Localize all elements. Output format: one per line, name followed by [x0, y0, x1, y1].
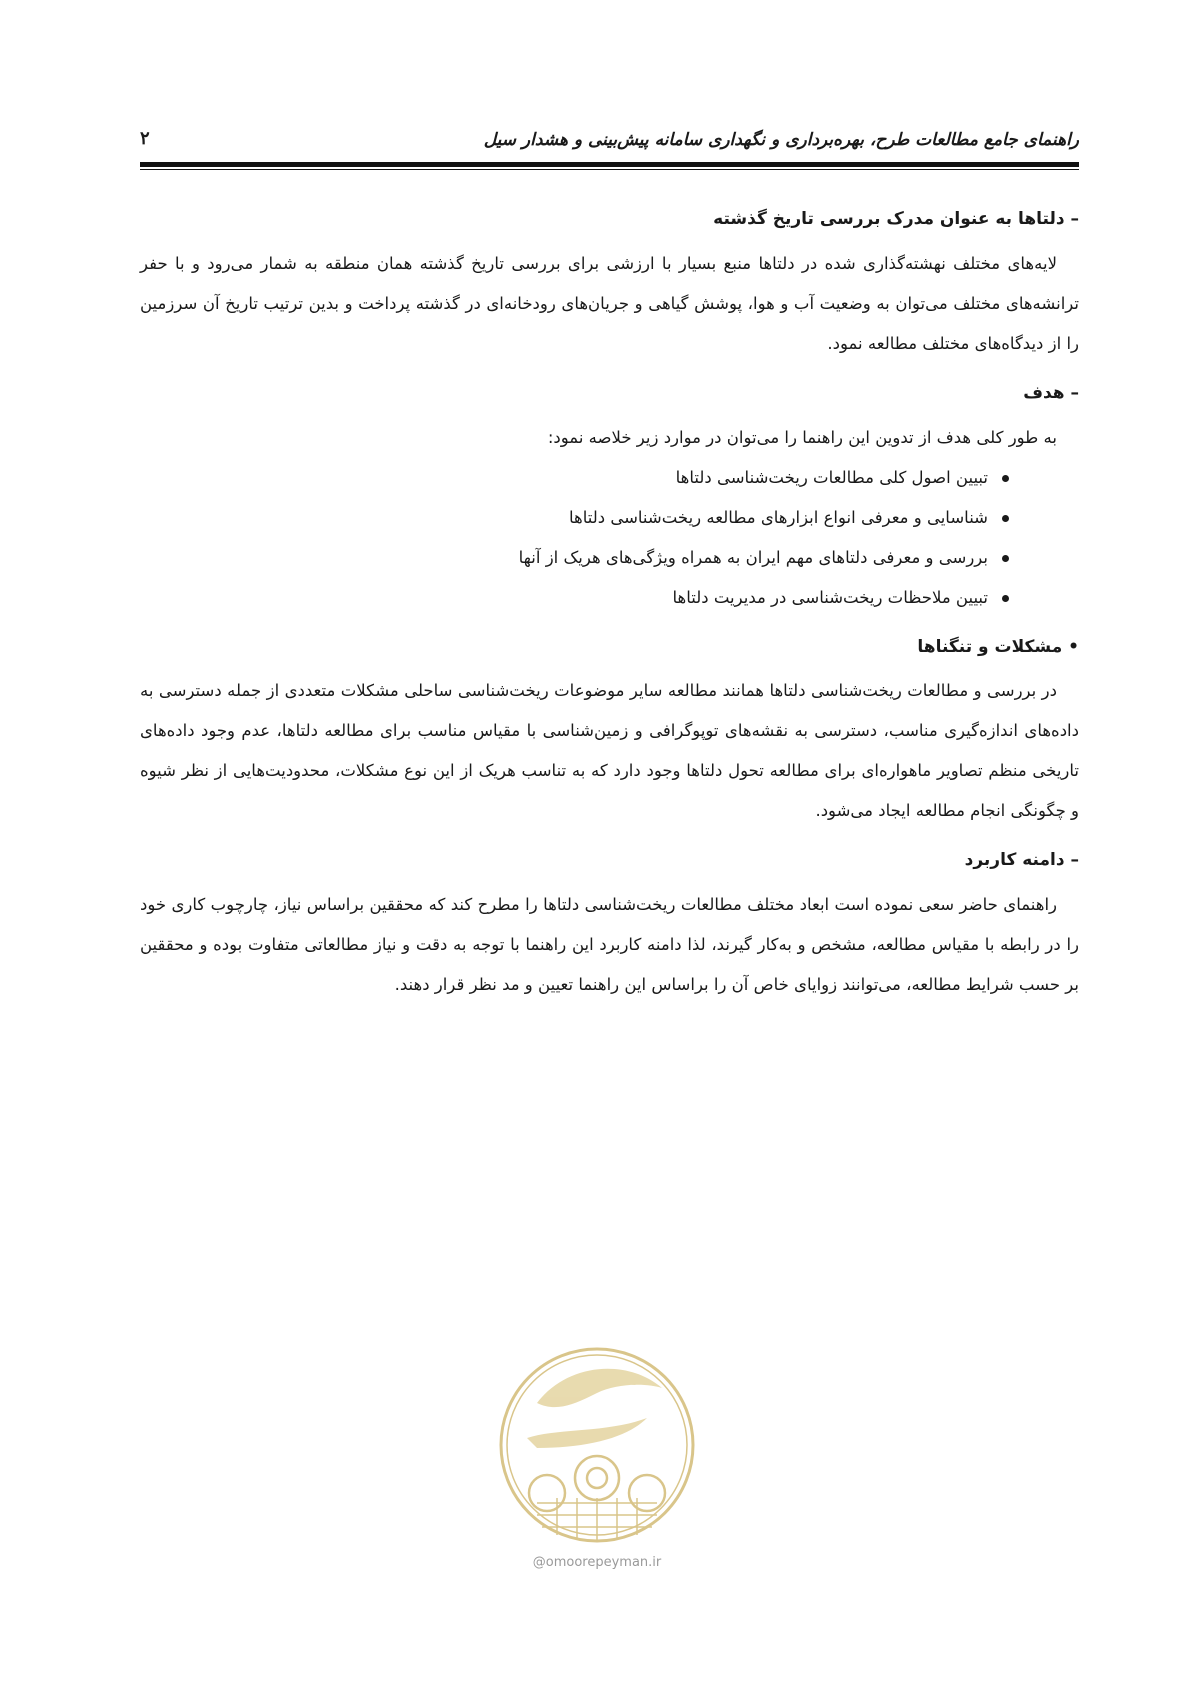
list-item-text: شناسایی و معرفی انواع ابزارهای مطالعه ریخت‌شناسی دلتاها — [568, 507, 988, 527]
section-text-deltas-history: لایه‌های مختلف نهشته‌گذاری شده در دلتاها منبع بسیار با ارزشی برای بررسی تاریخ گذشته همان منطقه به شمار می‌رود و با حفر ترانشه‌های مختلف می‌توان به وضعیت آب و هوا، پوشش گیاهی و جریان‌های رودخانه‌ای در گذشته پرداخت و بدین ترتیب تاریخ آن سرزمین را از دیدگاه‌های مختلف مطالعه نمود. — [140, 253, 1079, 353]
bullet-icon — [1002, 475, 1009, 482]
section-heading-scope: – دامنه کاربرد — [964, 850, 1079, 871]
watermark-website: @omoorepeyman.ir — [532, 1555, 662, 1570]
section-text-scope: راهنمای حاضر سعی نموده است ابعاد مختلف مطالعات ریخت‌شناسی دلتاها را مطرح کند که محققین براساس نیاز، چارچوب کاری خود را در رابطه با مقیاس مطالعه، مشخص و به‌کار گیرند، لذا دامنه کاربرد این راهنما با توجه به دقت و نیاز مطالعاتی متفاوت بوده و محققین بر حسب شرایط مطالعه، می‌توانند زوایای خاص آن را براساس این راهنما تعیین و مد نظر قرار دهند. — [140, 895, 1079, 995]
list-item — [140, 498, 1009, 538]
goal-list — [140, 458, 1079, 618]
bullet-icon — [1002, 595, 1009, 602]
page-number: ۲ — [140, 128, 150, 149]
header-rule-thin — [140, 169, 1079, 170]
watermark-logo — [497, 1343, 697, 1583]
running-title: راهنمای جامع مطالعات طرح، بهره‌برداری و نگهداری سامانه پیش‌بینی و هشدار سیل — [483, 130, 1079, 150]
list-item-text: بررسی و معرفی دلتاهای مهم ایران به همراه ویژگی‌های هریک از آنها — [518, 547, 988, 567]
header-rule-thick — [140, 162, 1079, 167]
goal-intro: به طور کلی هدف از تدوین این راهنما را می‌توان در موارد زیر خلاصه نمود: — [547, 427, 1057, 447]
list-item-text: تبیین اصول کلی مطالعات ریخت‌شناسی دلتاها — [675, 467, 988, 487]
section-heading-deltas-history: – دلتاها به عنوان مدرک بررسی تاریخ گذشته — [713, 209, 1079, 229]
list-item — [140, 578, 1009, 618]
watermark-seal-icon — [497, 1343, 697, 1553]
section-heading-goal: – هدف — [1023, 382, 1079, 403]
page-content — [140, 208, 1079, 1005]
list-item-text: تبیین ملاحظات ریخت‌شناسی در مدیریت دلتاها — [672, 587, 988, 607]
section-text-problems: در بررسی و مطالعات ریخت‌شناسی دلتاها همانند مطالعه سایر موضوعات ریخت‌شناسی ساحلی مشکلات متعددی از جمله دسترسی به داده‌های اندازه‌گیری مناسب، دسترسی به نقشه‌های توپوگرافی و زمین‌شناسی با مقیاس مناسب برای مطالعه دلتاها، عدم وجود داده‌های تاریخی منظم تصاویر ماهواره‌ای برای مطالعه تحول دلتاها وجود دارد که به تناسب هریک از این نوع مشکلات، محدودیت‌هایی از نظر شیوه و چگونگی انجام مطالعه ایجاد می‌شود. — [140, 681, 1079, 821]
list-item — [140, 458, 1009, 498]
bullet-icon — [1002, 555, 1009, 562]
list-item — [140, 538, 1009, 578]
section-heading-problems: • مشکلات و تنگناها — [917, 636, 1079, 657]
bullet-icon — [1002, 515, 1009, 522]
